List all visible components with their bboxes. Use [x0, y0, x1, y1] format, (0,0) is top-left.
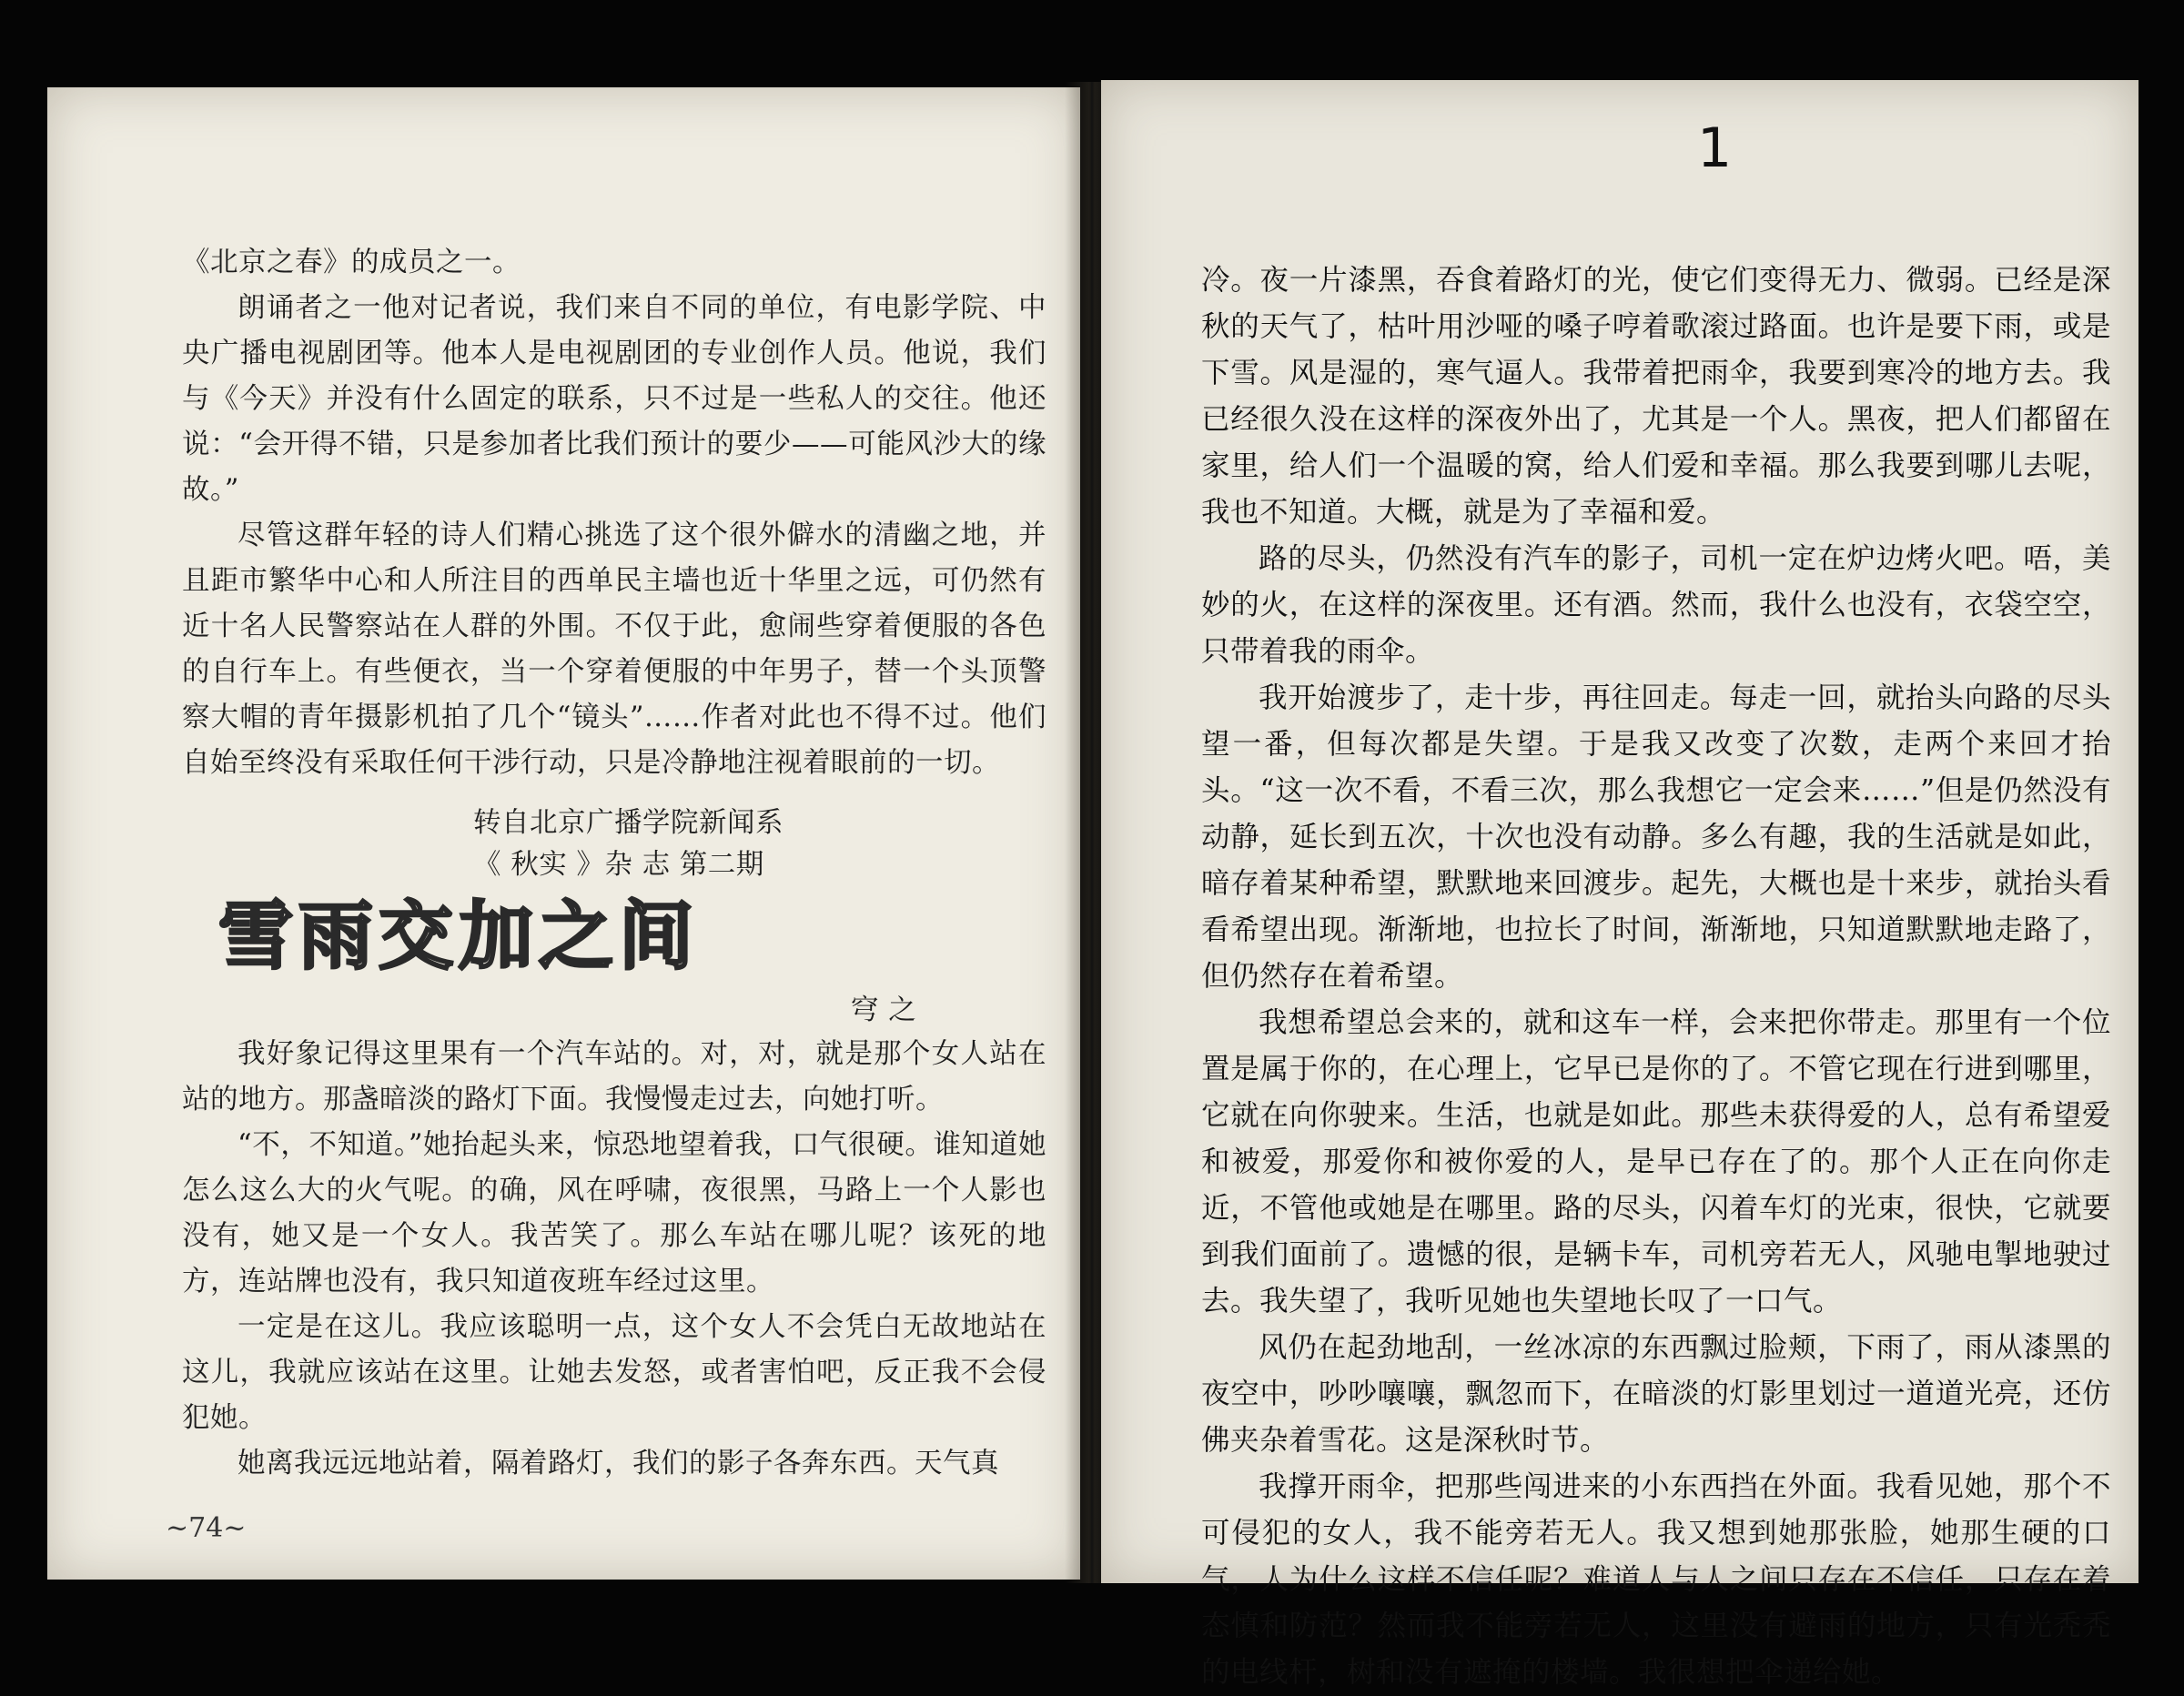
- right-page-text: [1201, 257, 2111, 1696]
- paragraph: 我好象记得这里果有一个汽车站的。对，对，就是那个女人站在站的地方。那盏暗淡的路灯下面。我慢慢走过去，向她打听。: [182, 1038, 1046, 1116]
- source-line: 转自北京广播学院新闻系: [473, 807, 784, 839]
- paragraph: 我开始渡步了，走十步，再往回走。每走一回，就抬头向路的尽头望一番，但每次都是失望。于是我又改变了次数，走两个来回才抬头。“这一次不看，不看三次，那么我想它一定会来……”但是仍然没有动静，延长到五次，十次也没有动静。多么有趣，我的生活就是如此，暗存着某种希望，默默地来回渡步。起先，大概也是十来步，就抬头看看希望出现。渐渐地，也拉长了时间，渐渐地，只知道默默地走路了，但仍然存在着希望。: [1201, 681, 2111, 993]
- paragraph: 朗诵者之一他对记者说，我们来自不同的单位，有电影学院、中央广播电视剧团等。他本人是电视剧团的专业创作人员。他说，我们与《今天》并没有什么固定的联系，只不过是一些私人的交往。他还说：“会开得不错，只是参加者比我们预计的要少——可能风沙大的缘故。”: [182, 292, 1046, 506]
- paragraph: 我想希望总会来的，就和这车一样，会来把你带走。那里有一个位置是属于你的，在心理上，它早已是你的了。不管它现在行进到哪里，它就在向你驶来。生活，也就是如此。那些未获得爱的人，总有希望爱和被爱，那爱你和被你爱的人，是早已存在了的。那个人正在向你走近，不管他或她是在哪里。路的尽头，闪着车灯的光束，很快，它就要到我们面前了。遗憾的很，是辆卡车，司机旁若无人，风驰电掣地驶过去。我失望了，我听见她也失望地长叹了一口气。: [1201, 1006, 2111, 1317]
- story-author: 穹 之: [851, 994, 917, 1026]
- paragraph: 冷。夜一片漆黑，吞食着路灯的光，使它们变得无力、微弱。已经是深秋的天气了，枯叶用沙哑的嗓子哼着歌滚过路面。也许是要下雨，或是下雪。风是湿的，寒气逼人。我带着把雨伞，我要到寒冷的地方去。我已经很久没在这样的深夜外出了，尤其是一个人。黑夜，把人们都留在家里，给人们一个温暖的窝，给人们爱和幸福。那么我要到哪儿去呢，我也不知道。大概，就是为了幸福和爱。: [1201, 264, 2111, 529]
- paragraph: “不，不知道。”她抬起头来，惊恐地望着我，口气很硬。谁知道她怎么这么大的火气呢。的确，风在呼啸，夜很黑，马路上一个人影也没有，她又是一个女人。我苦笑了。那么车站在哪儿呢？该死的地方，连站牌也没有，我只知道夜班车经过这里。: [182, 1129, 1046, 1297]
- paragraph: 风仍在起劲地刮，一丝冰凉的东西飘过脸颊，下雨了，雨从漆黑的夜空中，吵吵嚷嚷，飘忽而下，在暗淡的灯影里划过一道道光亮，还仿佛夹杂着雪花。这是深秋时节。: [1201, 1331, 2111, 1457]
- right-page: [1101, 80, 2138, 1689]
- paragraph: 她离我远远地站着，隔着路灯，我们的影子各奔东西。天气真: [238, 1448, 999, 1479]
- paragraph: 路的尽头，仍然没有汽车的影子，司机一定在炉边烤火吧。唔，美妙的火，在这样的深夜里。还有酒。然而，我什么也没有，衣袋空空，只带着我的雨伞。: [1201, 542, 2111, 668]
- page-number: ~74~: [166, 1512, 247, 1544]
- paragraph: 《北京之春》的成员之一。: [182, 247, 521, 278]
- source-line: 《 秋实 》杂 志 第二期: [473, 849, 764, 881]
- paragraph: 我撑开雨伞，把那些闯进来的小东西挡在外面。我看见她，那个不可侵犯的女人，我不能旁若无人。我又想到她那张脸，她那生硬的口气，人为什么这样不信任呢？难道人与人之间只存在不信任，只存在着态慎和防范？然而我不能旁若无人，这里没有避雨的地方，只有光秃秃的电线杆，树和没有遮掩的楼墙。我很想把伞递给她。: [1201, 1470, 2111, 1689]
- left-page-text: [182, 240, 1046, 1487]
- left-page: [47, 87, 1080, 1580]
- paragraph: 尽管这群年轻的诗人们精心挑选了这个很外僻水的清幽之地，并且距市繁华中心和人所注目的西单民主墙也近十华里之远，可仍然有近十名人民警察站在人群的外围。不仅于此，愈闹些穿着便服的各色的自行车上。有些便衣，当一个穿着便服的中年男子，替一个头顶警察大帽的青年摄影机拍了几个“镜头”……作者对此也不得不过。他们自始至终没有采取任何干涉行动，只是冷静地注视着眼前的一切。: [182, 520, 1046, 779]
- page-mark: 1: [1697, 116, 1733, 180]
- source-note: [182, 803, 1046, 886]
- paragraph: 一定是在这儿。我应该聪明一点，这个女人不会凭白无故地站在这儿，我就应该站在这里。让她去发怒，或者害怕吧，反正我不会侵犯她。: [182, 1311, 1046, 1434]
- story-title: 雪雨交加之间: [218, 893, 700, 980]
